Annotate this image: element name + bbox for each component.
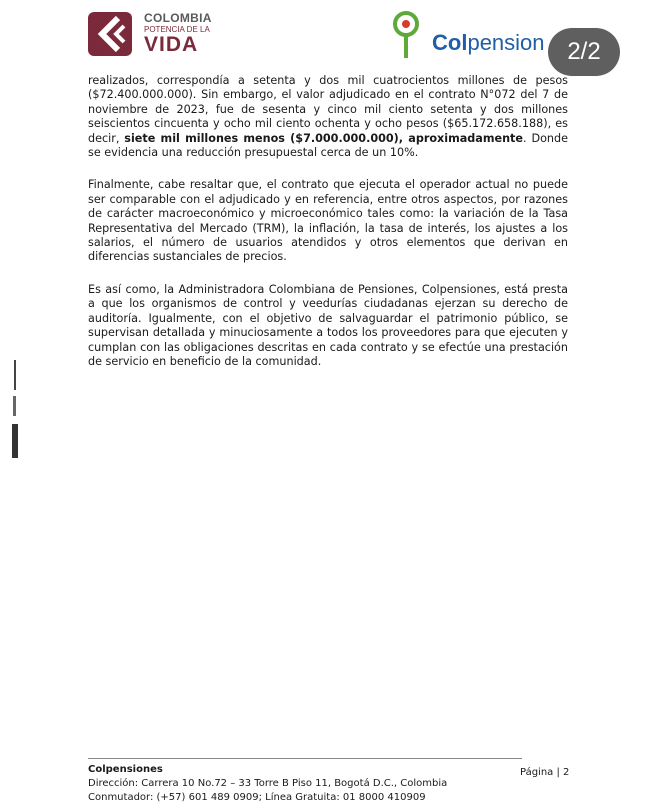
side-stamp-icon <box>10 360 22 460</box>
paragraph-budget-bold: siete mil millones menos ($7.000.000.000), aproximadamente <box>124 131 523 145</box>
colombia-potencia-vida-logo <box>88 10 228 58</box>
logo-vida-text: VIDA <box>144 33 199 56</box>
footer-page-number: Página | 2 <box>520 767 570 778</box>
logo-potencia-text: POTENCIA DE LA <box>144 25 210 34</box>
footer-address: Dirección: Carrera 10 No.72 – 33 Torre B Piso 11, Bogotá D.C., Colombia <box>88 778 448 789</box>
paragraph-audit: Es así como, la Administradora Colombiana de Pensiones, Colpensiones, está presta a que los organismos de control y veedurías ciudadanas ejerzan su derecho de auditoría. Igualmente, con el objetivo de salvaguardar el patrimonio público, se supervisan detallada y minuciosamente a todos los proveedores para que ejecuten y cumplan con las obligaciones descritas en cada contrato y se efectúe una prestación de servicio en beneficio de la comunidad. <box>88 282 568 368</box>
wordmark-col: Col <box>432 30 468 55</box>
footer-org: Colpensiones <box>88 764 163 775</box>
paragraph-budget <box>88 74 568 160</box>
paragraph-budget-text-b: . Donde se evidencia una reducción presupuestal cerca de un 10%. <box>88 131 568 160</box>
colpensiones-wordmark <box>432 30 545 56</box>
colombia-logo-mark-icon <box>88 12 132 56</box>
paragraph-budget-text-a: realizados, correspondía a setenta y dos mil cuatrocientos millones de pesos ($72.400.000.000). Sin embargo, el valor adjudicado en el contrato N°072 del 7 de noviembre de 2023, fue de sesenta y cinco mil ciento setenta y dos millones seiscientos cincuenta y ocho mil ciento ochenta y ocho pesos ($65.172.658.188), es decir, <box>88 74 568 145</box>
wordmark-rest: pension <box>467 30 545 55</box>
page-counter-badge: 2/2 <box>548 28 620 76</box>
paragraph-comparison: Finalmente, cabe resaltar que, el contrato que ejecuta el operador actual no puede ser comparable con el adjudicado y en referencia, entre otros aspectos, por razones de carácter macroeconómico y microeconómico tales como: la variación de la Tasa Representativa del Mercado (TRM), la inflación, la tasa de interés, los ajustes a los salarios, el número de usuarios atendidos y otros elementos que derivan en diferencias sustanciales de precios. <box>88 178 568 264</box>
document-footer <box>88 763 588 805</box>
letter-body <box>88 74 568 387</box>
footer-phones: Conmutador: (+57) 601 489 0909; Línea Gratuita: 01 8000 410909 <box>88 792 426 803</box>
colpensiones-symbol-icon <box>392 10 428 60</box>
document-header <box>0 0 650 70</box>
footer-divider <box>88 758 522 759</box>
logo-colombia-text: COLOMBIA <box>144 11 212 25</box>
